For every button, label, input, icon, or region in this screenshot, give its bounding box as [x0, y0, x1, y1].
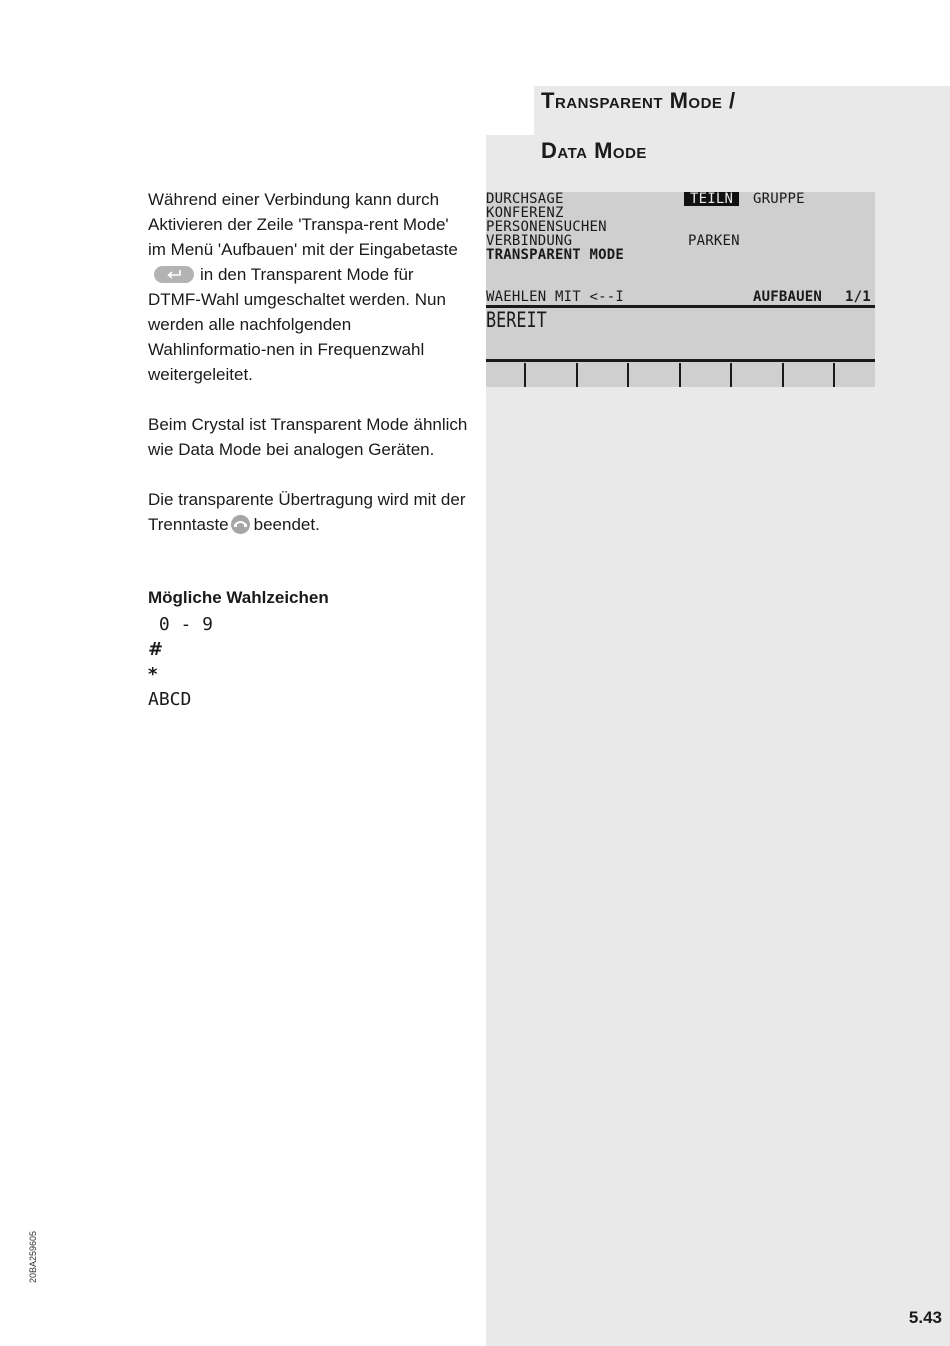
document-code: 20BA259605 [28, 1230, 38, 1283]
status-page: 1/1 [845, 289, 871, 305]
status-state: BEREIT [486, 308, 547, 332]
softkey-divider [576, 363, 578, 387]
softkey-divider [782, 363, 784, 387]
dial-chars-heading: Mögliche Wahlzeichen [148, 588, 329, 607]
paragraph-2: Beim Crystal ist Transparent Mode ähnlich wie Data Mode bei analogen Geräten. [148, 415, 468, 459]
status-menu-name: AUFBAUEN [753, 289, 823, 305]
enter-key-icon [154, 266, 194, 283]
page-number: 5.43 [908, 1308, 942, 1327]
dial-char-letters: ABCD [148, 689, 192, 710]
softkey-divider [627, 363, 629, 387]
softkey-divider [730, 363, 732, 387]
menu-item-personensuchen[interactable]: PERSONENSUCHEN [486, 219, 607, 235]
softkey-divider [524, 363, 526, 387]
section-title-line2: Data Mode [541, 138, 647, 163]
paragraph-3-part-a: Die transparente Übertragung wird mit der Trenntaste [148, 490, 466, 534]
status-dial-hint: WAEHLEN MIT <--I [486, 289, 625, 305]
display-separator-bottom [486, 359, 875, 362]
menu-item-teiln[interactable]: TEILN [684, 192, 739, 206]
paragraph-3 [148, 487, 468, 537]
softkey-divider [833, 363, 835, 387]
body-text [148, 187, 468, 537]
phone-display [486, 192, 875, 387]
dial-char-digits: 0 - 9 [148, 614, 214, 635]
paragraph-3-part-b: beendet. [253, 515, 320, 534]
paragraph-1-part-b: in den Transparent Mode für DTMF-Wahl umgeschaltet werden. Nun werden alle nachfolgenden Wahlinformatio-nen in Frequenzwahl weitergeleitet. [148, 265, 446, 384]
menu-item-gruppe[interactable]: GRUPPE [753, 191, 805, 207]
section-title-line1: Transparent Mode / [541, 88, 736, 113]
menu-item-transparent-mode[interactable]: TRANSPARENT MODE [486, 247, 625, 263]
paragraph-1-part-a: Während einer Verbindung kann durch Aktivieren der Zeile 'Transpa-rent Mode' im Menü 'Aufbauen' mit der Eingabetaste [148, 190, 458, 259]
softkey-divider [679, 363, 681, 387]
menu-item-konferenz[interactable]: KONFERENZ [486, 205, 564, 221]
dial-chars-list [148, 612, 213, 712]
menu-item-durchsage[interactable]: DURCHSAGE [486, 191, 564, 207]
menu-item-parken[interactable]: PARKEN [688, 233, 740, 249]
paragraph-1 [148, 187, 468, 387]
menu-item-verbindung[interactable]: VERBINDUNG [486, 233, 573, 249]
disconnect-key-icon [231, 515, 250, 534]
dial-char-hash: # [148, 639, 164, 660]
dial-char-star: * [148, 664, 158, 685]
